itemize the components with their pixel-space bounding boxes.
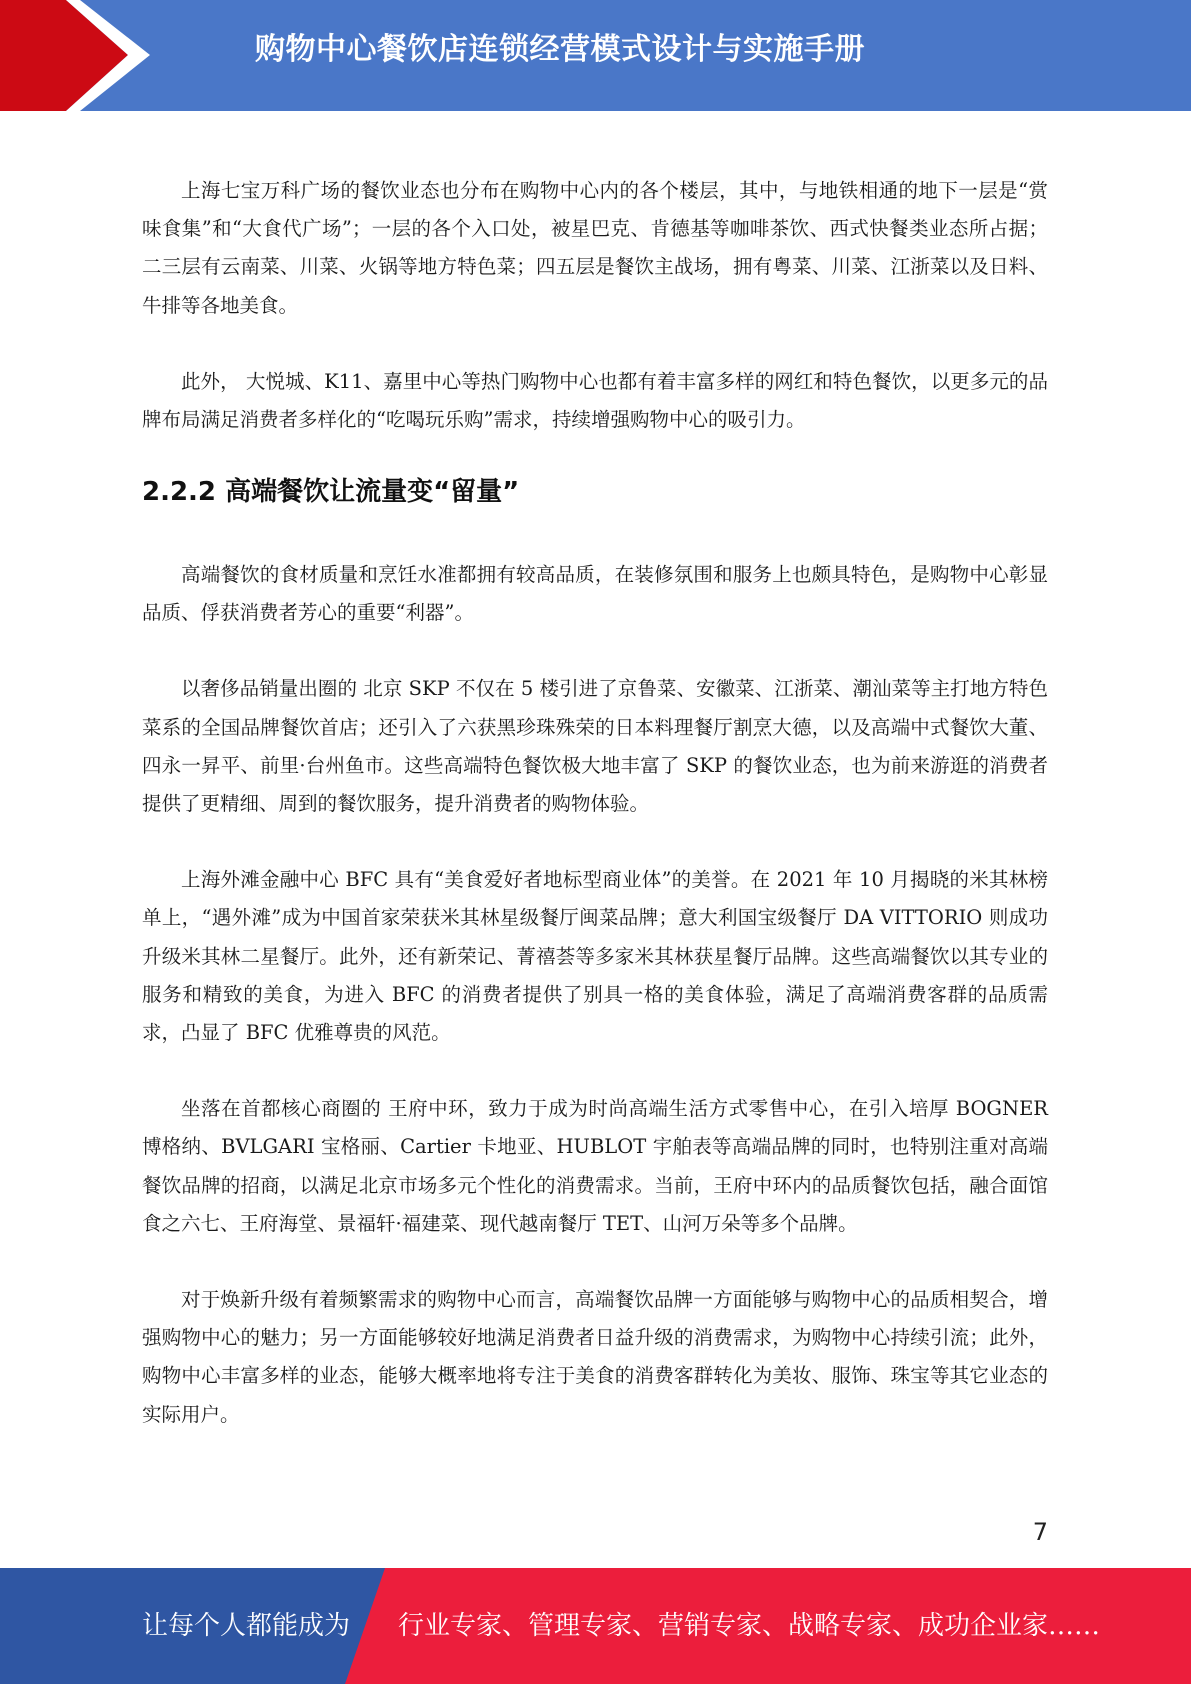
paragraph: 高端餐饮的食材质量和烹饪水准都拥有较高品质，在装修氛围和服务上也颇具特色，是购物中心彰显品质、俘获消费者芳心的重要“利器”。 <box>142 563 1048 625</box>
paragraph: 上海七宝万科广场的餐饮业态也分布在购物中心内的各个楼层，其中，与地铁相通的地下一层是“赏味食集”和“大食代广场”；一层的各个入口处，被星巴克、肯德基等咖啡茶饮、西式快餐类业态所占据；二三层有云南菜、川菜、火锅等地方特色菜；四五层是餐饮主战场，拥有粤菜、川菜、江浙菜以及日料、牛排等各地美食。 <box>142 179 1048 317</box>
section-heading: 2.2.2 高端餐饮让流量变“留量” <box>142 477 520 507</box>
body-text-bottom <box>142 556 1048 1434</box>
page-number: 7 <box>1032 1518 1048 1546</box>
paragraph: 以奢侈品销量出圈的 北京 SKP 不仅在 5 楼引进了京鲁菜、安徽菜、江浙菜、潮汕菜等主打地方特色菜系的全国品牌餐饮首店；还引入了六获黑珍珠殊荣的日本料理餐厅割烹大德，以及高端中式餐饮大董、四永一昇平、前里·台州鱼市。这些高端特色餐饮极大地丰富了 SKP 的餐饮业态，也为前来游逛的消费者提供了更精细、周到的餐饮服务，提升消费者的购物体验。 <box>142 677 1048 816</box>
document-title: 购物中心餐饮店连锁经营模式设计与实施手册 <box>255 32 865 67</box>
page-footer <box>0 1568 1191 1684</box>
header-arrow-decoration <box>0 0 160 111</box>
footer-slogan-right: 行业专家、管理专家、营销专家、战略专家、成功企业家…… <box>398 1611 1101 1641</box>
page-header <box>0 0 1191 111</box>
paragraph: 坐落在首都核心商圈的 王府中环，致力于成为时尚高端生活方式零售中心，在引入培厚 BOGNER 博格纳、BVLGARI 宝格丽、Cartier 卡地亚、HUBLOT 宇舶表等高端品牌的同时，也特别注重对高端餐饮品牌的招商，以满足北京市场多元个性化的消费需求。当前，王府中环内的品质餐饮包括，融合面馆食之六七、王府海堂、景福轩·福建菜、现代越南餐厅 TET、山河万朵等多个品牌。 <box>142 1097 1048 1235</box>
body-text-top <box>142 172 1048 439</box>
paragraph: 此外， 大悦城、K11、嘉里中心等热门购物中心也都有着丰富多样的网红和特色餐饮，以更多元的品牌布局满足消费者多样化的“吃喝玩乐购”需求，持续增强购物中心的吸引力。 <box>142 369 1048 432</box>
footer-slogan-left: 让每个人都能成为 <box>142 1611 351 1641</box>
paragraph: 对于焕新升级有着频繁需求的购物中心而言，高端餐饮品牌一方面能够与购物中心的品质相契合，增强购物中心的魅力；另一方面能够较好地满足消费者日益升级的消费需求，为购物中心持续引流；此外，购物中心丰富多样的业态，能够大概率地将专注于美食的消费客群转化为美妆、服饰、珠宝等其它业态的实际用户。 <box>142 1288 1048 1426</box>
paragraph: 上海外滩金融中心 BFC 具有“美食爱好者地标型商业体”的美誉。在 2021 年 10 月揭晓的米其林榜单上，“遇外滩”成为中国首家荣获米其林星级餐厅闽菜品牌；意大利国宝级餐厅 DA VITTORIO 则成功升级米其林二星餐厅。此外，还有新荣记、菁禧荟等多家米其林获星餐厅品牌。这些高端餐饮以其专业的服务和精致的美食，为进入 BFC 的消费者提供了别具一格的美食体验，满足了高端消费客群的品质需求，凸显了 BFC 优雅尊贵的风范。 <box>142 868 1048 1045</box>
